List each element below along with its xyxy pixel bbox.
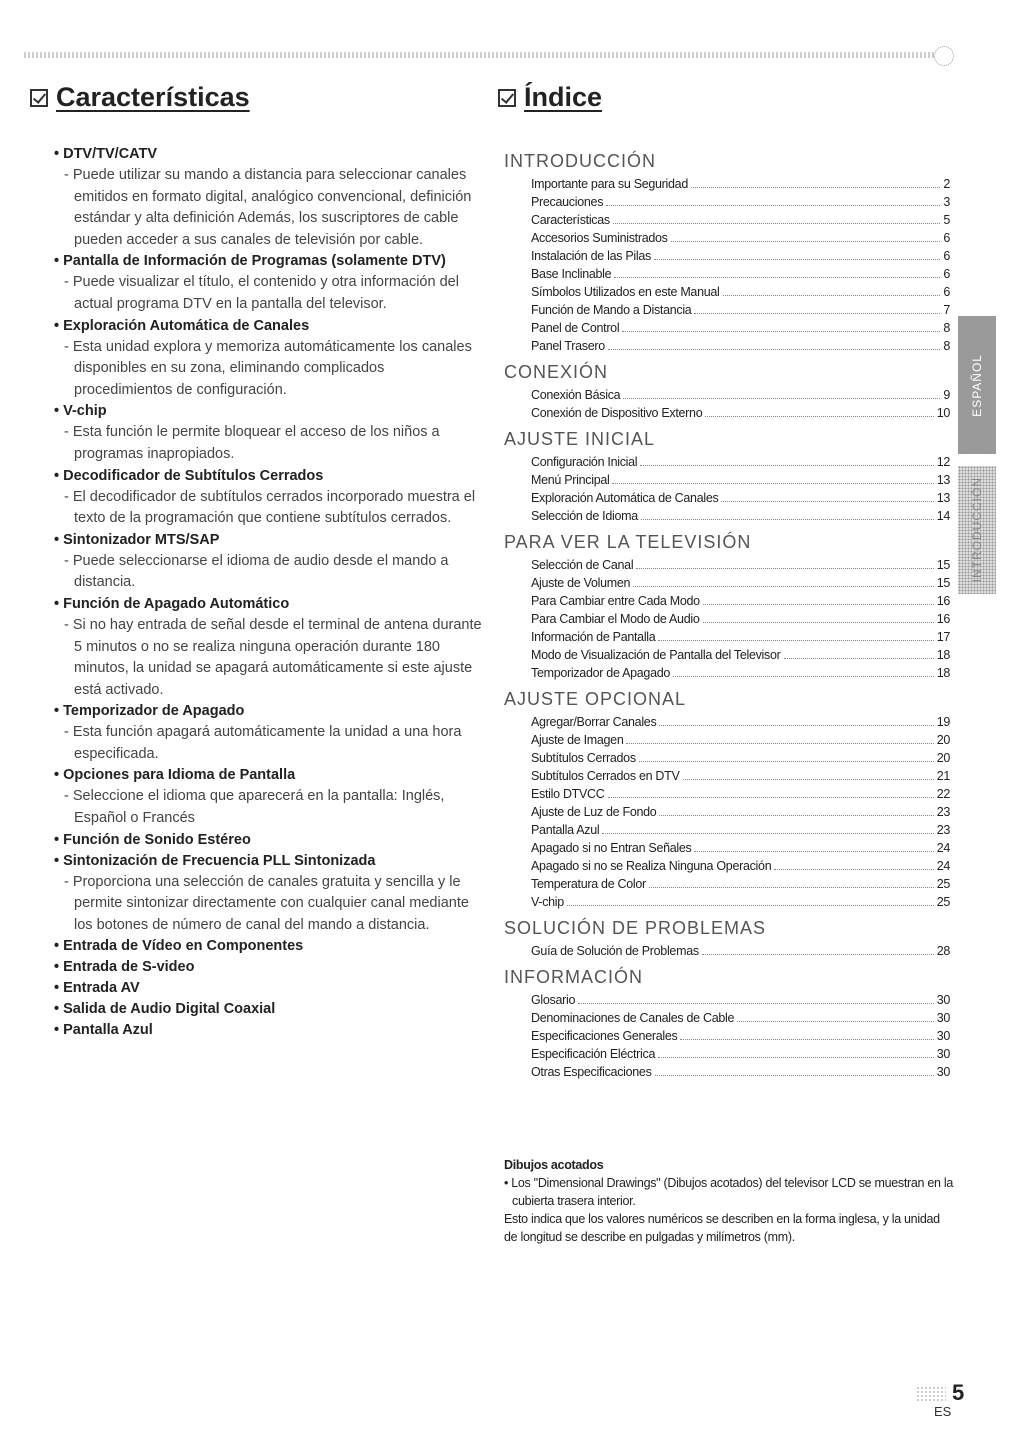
dot-leader (691, 187, 940, 188)
feature-item (54, 530, 486, 594)
index-entry-page: 30 (936, 1029, 950, 1043)
index-entry[interactable] (531, 453, 950, 471)
index-entry-label: Especificaciones Generales (531, 1029, 678, 1043)
index-entry-label: Especificación Eléctrica (531, 1047, 656, 1061)
dot-leader (614, 277, 940, 278)
index-entry[interactable] (531, 175, 950, 193)
index-entry[interactable] (531, 1063, 950, 1081)
index-entry[interactable] (531, 785, 950, 803)
tab-espanol[interactable] (958, 316, 996, 454)
feature-title: • Función de Apagado Automático (54, 595, 290, 612)
index-section-entries (504, 988, 950, 1081)
index-entry[interactable] (531, 713, 950, 731)
index-entry-page: 25 (936, 895, 950, 909)
index-entry-page: 28 (936, 944, 950, 958)
index-entry-page: 6 (943, 285, 950, 299)
index-entry-label: Configuración Inicial (531, 455, 638, 469)
index-entry-page: 30 (936, 1011, 950, 1025)
dot-leader (626, 743, 933, 744)
index-entry-label: Información de Pantalla (531, 630, 656, 644)
tab-introduccion-label: INTRODUCCIÓN (970, 477, 984, 583)
dot-leader (654, 259, 940, 260)
feature-item (54, 144, 486, 251)
notes-title: Dibujos acotados (504, 1158, 604, 1172)
index-entry-label: Selección de Idioma (531, 509, 638, 523)
index-entry-page: 30 (936, 1065, 950, 1079)
dot-leader (636, 568, 933, 569)
notes-paragraph: Esto indica que los valores numéricos se describen en la forma inglesa, y la unidad de longitud se describe en pulgadas y milímetros (mm). (504, 1212, 940, 1244)
index-entry-page: 25 (936, 877, 950, 891)
index-entry-label: Conexión de Dispositivo Externo (531, 406, 703, 420)
index-entry[interactable] (531, 749, 950, 767)
language-code: ES (934, 1404, 952, 1419)
feature-item (54, 999, 486, 1020)
index-entry-page: 5 (943, 213, 950, 227)
dot-leader (633, 586, 934, 587)
index-entry-label: Apagado si no Entran Señales (531, 841, 692, 855)
index-entry-label: Base Inclinable (531, 267, 612, 281)
index-entry-label: Denominaciones de Canales de Cable (531, 1011, 735, 1025)
index-entry[interactable] (531, 489, 950, 507)
index-section-title: CONEXIÓN (504, 362, 609, 382)
index-entry-page: 15 (936, 558, 950, 572)
index-entry[interactable] (531, 319, 950, 337)
index-entry[interactable] (531, 646, 950, 664)
dot-leader (658, 640, 933, 641)
feature-item (54, 466, 486, 530)
circle-icon (934, 46, 954, 66)
index-entry-label: Estilo DTVCC (531, 787, 605, 801)
index-entry[interactable] (531, 229, 950, 247)
feature-title: • Entrada de Vídeo en Componentes (54, 938, 304, 955)
index-entry-page: 22 (936, 787, 950, 801)
feature-item (54, 701, 486, 765)
index-entry-label: Accesorios Suministrados (531, 231, 668, 245)
feature-title: • Entrada AV (54, 980, 140, 997)
feature-title: • Opciones para Idioma de Pantalla (54, 767, 296, 784)
index-section-title: AJUSTE INICIAL (504, 429, 656, 449)
dot-leader (578, 1003, 934, 1004)
index-entry-label: Ajuste de Imagen (531, 733, 624, 747)
feature-description: - Proporciona una selección de canales gratuita y sencilla y le permite sintonizar directamente con cualquier canal mediante los botones de número de canal del mando a distancia. (64, 873, 469, 933)
index-entry[interactable] (531, 875, 950, 893)
index-entry-page: 6 (943, 231, 950, 245)
dot-leader (606, 205, 940, 206)
index-section-entries (504, 450, 950, 525)
index-entry-label: Importante para su Seguridad (531, 177, 688, 191)
dot-leader (673, 676, 934, 677)
page-number: 5 (952, 1380, 965, 1405)
dot-leader (639, 761, 934, 762)
feature-title: • Entrada de S-video (54, 959, 195, 976)
index-entry[interactable] (531, 404, 950, 422)
index-entry-page: 15 (936, 576, 950, 590)
feature-title: • Sintonizador MTS/SAP (54, 531, 220, 548)
feature-description: - Seleccione el idioma que aparecerá en la pantalla: Inglés, Español o Francés (64, 788, 445, 827)
index-entry[interactable] (531, 193, 950, 211)
index-section-title: SOLUCIÓN DE PROBLEMAS (504, 918, 767, 938)
index-section-entries (504, 939, 950, 960)
index-heading-text: Índice (524, 82, 603, 112)
tab-introduccion[interactable] (958, 466, 996, 594)
index-entry[interactable] (531, 283, 950, 301)
feature-item (54, 401, 486, 465)
index-entry-page: 9 (943, 388, 950, 402)
feature-item (54, 830, 486, 851)
dot-leader (784, 658, 934, 659)
index-entry[interactable] (531, 556, 950, 574)
index-entry-page: 17 (936, 630, 950, 644)
dimension-notes (504, 1156, 956, 1246)
index-entry-page: 18 (936, 648, 950, 662)
dot-leader (608, 349, 940, 350)
feature-description: - Si no hay entrada de señal desde el terminal de antena durante 5 minutos o no se realiza ninguna operación durante 180 minutos, la unidad se apagará automáticamente si este ajuste está activado. (64, 616, 482, 698)
index-entry-label: Exploración Automática de Canales (531, 491, 719, 505)
page-dots (916, 1386, 946, 1402)
feature-title: • DTV/TV/CATV (54, 146, 158, 162)
index-entry-label: Modo de Visualización de Pantalla del Televisor (531, 648, 781, 662)
index-entry-page: 7 (943, 303, 950, 317)
index-section-entries (504, 172, 950, 355)
dot-leader (641, 519, 934, 520)
dot-leader (774, 869, 933, 870)
index-section-title: INFORMACIÓN (504, 967, 643, 987)
index-entry-label: Selección de Canal (531, 558, 634, 572)
dot-leader (658, 1057, 934, 1058)
dot-leader (622, 331, 940, 332)
index-entry-page: 30 (936, 1047, 950, 1061)
index-entry[interactable] (531, 731, 950, 749)
index-entry[interactable] (531, 265, 950, 283)
dot-leader (737, 1021, 934, 1022)
feature-item (54, 316, 486, 402)
index-entry-page: 2 (943, 177, 950, 191)
index-section-entries (504, 710, 950, 911)
index-entry-label: Precauciones (531, 195, 604, 209)
index-entry-label: Guía de Solución de Problemas (531, 944, 699, 958)
dot-leader (702, 954, 934, 955)
feature-title: • Pantalla Azul (54, 1022, 153, 1039)
index-heading (498, 82, 602, 113)
index-entry-label: Panel de Control (531, 321, 620, 335)
index-entry-page: 23 (936, 805, 950, 819)
feature-description: - Puede seleccionarse el idioma de audio desde el mando a distancia. (64, 552, 449, 591)
feature-title: • Decodificador de Subtítulos Cerrados (54, 467, 324, 484)
dot-leader (567, 905, 934, 906)
index-entry-page: 6 (943, 249, 950, 263)
index-entry[interactable] (531, 507, 950, 525)
dot-leader (623, 398, 940, 399)
dot-leader (671, 241, 941, 242)
index-entry[interactable] (531, 386, 950, 404)
index-entry-label: Agregar/Borrar Canales (531, 715, 657, 729)
index-entry[interactable] (531, 247, 950, 265)
dot-leader (680, 1039, 933, 1040)
dot-leader (703, 604, 934, 605)
index-entry-page: 8 (943, 339, 950, 353)
index-entry-page: 14 (936, 509, 950, 523)
feature-item (54, 957, 486, 978)
feature-item (54, 851, 486, 937)
index-entry-label: Subtítulos Cerrados en DTV (531, 769, 680, 783)
index-entry[interactable] (531, 803, 950, 821)
dot-leader (608, 797, 934, 798)
dot-leader (649, 887, 934, 888)
index-entry-page: 3 (943, 195, 950, 209)
index-entry-page: 19 (936, 715, 950, 729)
index-entry[interactable] (531, 821, 950, 839)
dot-leader (602, 833, 933, 834)
index-entry[interactable] (531, 337, 950, 355)
dot-leader (659, 725, 933, 726)
feature-title: • Pantalla de Información de Programas (solamente DTV) (54, 253, 446, 270)
index-entry-page: 16 (936, 612, 950, 626)
index-entry-label: Conexión Básica (531, 388, 621, 402)
index-entry[interactable] (531, 211, 950, 229)
dot-leader (659, 815, 933, 816)
index-entry-page: 10 (936, 406, 950, 420)
feature-title: • V-chip (54, 403, 107, 420)
index-entry-label: Pantalla Azul (531, 823, 600, 837)
dot-leader (694, 851, 933, 852)
dot-leader (683, 779, 934, 780)
index-entry[interactable] (531, 1027, 950, 1045)
index-entry-page: 12 (936, 455, 950, 469)
dot-leader (613, 223, 940, 224)
feature-description: - Puede visualizar el título, el contenido y otra información del actual programa DTV en la pantalla del televisor. (64, 274, 459, 312)
index-entry-page: 6 (943, 267, 950, 281)
index-entry-page: 13 (936, 491, 950, 505)
index-entry[interactable] (531, 574, 950, 592)
index-entry[interactable] (531, 471, 950, 489)
index-entry[interactable] (531, 1009, 950, 1027)
index-entry-label: Panel Trasero (531, 339, 605, 353)
index-entry-page: 23 (936, 823, 950, 837)
index-entry-page: 8 (943, 321, 950, 335)
index-entry-page: 20 (936, 733, 950, 747)
feature-title: • Temporizador de Apagado (54, 703, 245, 720)
feature-title: • Sintonización de Frecuencia PLL Sintonizada (54, 852, 376, 869)
feature-title: • Función de Sonido Estéreo (54, 831, 251, 848)
feature-item (54, 1020, 486, 1041)
dot-leader (723, 295, 941, 296)
feature-description: - Esta función le permite bloquear el acceso de los niños a programas inapropiados. (64, 424, 440, 462)
dot-leader (694, 313, 940, 314)
features-heading-text: Características (56, 82, 250, 112)
index-entry-page: 21 (936, 769, 950, 783)
notes-item: • Los "Dimensional Drawings" (Dibujos acotados) del televisor LCD se muestran en la cubierta trasera interior. (504, 1176, 953, 1208)
index-entry-label: Menú Principal (531, 473, 610, 487)
index-entry[interactable] (531, 1045, 950, 1063)
checkbox-icon (498, 89, 516, 107)
index-entry-page: 16 (936, 594, 950, 608)
index-entry-label: V-chip (531, 895, 564, 909)
dot-leader (705, 416, 933, 417)
feature-item (54, 251, 486, 315)
index-entry-page: 20 (936, 751, 950, 765)
index-entry[interactable] (531, 301, 950, 319)
index-entry-label: Instalación de las Pilas (531, 249, 651, 263)
index-entry-page: 13 (936, 473, 950, 487)
features-list (54, 144, 486, 1041)
table-of-contents (504, 144, 950, 1081)
index-entry[interactable] (531, 664, 950, 682)
feature-description: - El decodificador de subtítulos cerrados incorporado muestra el texto de la programación que contiene subtítulos cerrados. (64, 488, 476, 527)
index-section-title: AJUSTE OPCIONAL (504, 689, 687, 709)
index-entry[interactable] (531, 628, 950, 646)
feature-description: - Puede utilizar su mando a distancia para seleccionar canales emitidos en formato digital, analógico convencional, definición estándar y alta definición Además, los suscriptores de cable pueden acceder a sus canales de televisión por cable. (64, 167, 472, 248)
index-entry-label: Símbolos Utilizados en este Manual (531, 285, 720, 299)
index-entry-label: Glosario (531, 993, 576, 1007)
feature-item (54, 765, 486, 829)
index-entry-label: Ajuste de Luz de Fondo (531, 805, 657, 819)
index-entry-page: 24 (936, 859, 950, 873)
index-section-entries (504, 553, 950, 682)
index-entry[interactable] (531, 592, 950, 610)
feature-item (54, 594, 486, 701)
index-entry-label: Subtítulos Cerrados (531, 751, 636, 765)
index-entry-label: Para Cambiar entre Cada Modo (531, 594, 700, 608)
dot-leader (703, 622, 934, 623)
index-entry-label: Función de Mando a Distancia (531, 303, 692, 317)
top-rule (24, 52, 944, 58)
index-entry-label: Ajuste de Volumen (531, 576, 631, 590)
index-section-title: INTRODUCCIÓN (504, 151, 656, 171)
index-entry-label: Para Cambiar el Modo de Audio (531, 612, 700, 626)
dot-leader (640, 465, 933, 466)
index-entry[interactable] (531, 610, 950, 628)
index-section-entries (504, 383, 950, 422)
index-entry-label: Apagado si no se Realiza Ninguna Operación (531, 859, 772, 873)
index-entry[interactable] (531, 767, 950, 785)
feature-description: - Esta función apagará automáticamente la unidad a una hora especificada. (64, 724, 462, 762)
feature-title: • Salida de Audio Digital Coaxial (54, 1001, 276, 1018)
index-entry-label: Otras Especificaciones (531, 1065, 652, 1079)
index-section-title: PARA VER LA TELEVISIÓN (504, 532, 752, 552)
feature-item (54, 936, 486, 957)
feature-description: - Esta unidad explora y memoriza automáticamente los canales disponibles en su zona, eliminando complicados procedimientos de configuración. (64, 338, 472, 398)
index-entry[interactable] (531, 991, 950, 1009)
dot-leader (721, 501, 933, 502)
index-entry[interactable] (531, 893, 950, 911)
dot-leader (655, 1075, 934, 1076)
index-entry[interactable] (531, 942, 950, 960)
index-entry-label: Temperatura de Color (531, 877, 646, 891)
tab-espanol-label: ESPAÑOL (970, 353, 984, 417)
dot-leader (612, 483, 933, 484)
feature-title: • Exploración Automática de Canales (54, 317, 310, 334)
features-heading (30, 82, 250, 113)
index-entry-label: Características (531, 213, 610, 227)
index-entry-label: Temporizador de Apagado (531, 666, 671, 680)
index-entry-page: 30 (936, 993, 950, 1007)
feature-item (54, 978, 486, 999)
checkbox-icon (30, 89, 48, 107)
index-entry-page: 18 (936, 666, 950, 680)
index-entry-page: 24 (936, 841, 950, 855)
index-entry[interactable] (531, 857, 950, 875)
index-entry[interactable] (531, 839, 950, 857)
